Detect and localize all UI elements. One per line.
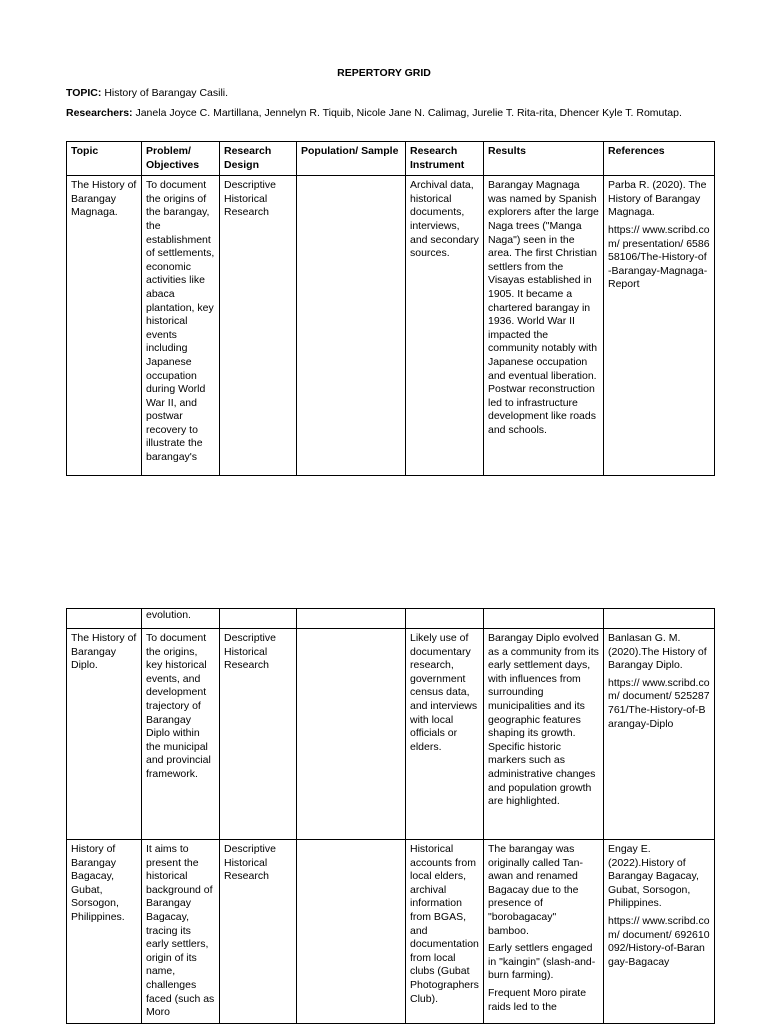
header-design: Research Design [220,142,297,176]
cell-objectives: It aims to present the historical background of Barangay Bagacay, tracing its early settlers, origin of its name, challenges faced (such as Moro [142,840,220,1024]
cell-topic: The History of Barangay Diplo. [67,629,142,840]
topic-line [66,87,228,99]
header-results: Results [484,142,604,176]
reference-url: https:// www.scribd.com/ presentation/ 658658106/The-History-of-Barangay-Magnaga-Report [608,223,710,291]
cell-instrument: Historical accounts from local elders, archival information from BGAS, and documentation from local clubs (Gubat Photographers Club). [406,840,484,1024]
repertory-grid-table [66,141,715,476]
header-references: References [604,142,715,176]
header-population: Population/ Sample [297,142,406,176]
reference-url: https:// www.scribd.com/ document/ 525287761/The-History-of-Barangay-Diplo [608,676,710,730]
table-row [67,840,715,1024]
header-topic: Topic [67,142,142,176]
results-paragraph: Barangay Diplo evolved as a community from its early settlement days, with influences from surrounding municipalities and its geographic features shaping its growth. Specific historic markers such as administrative changes and population growth are highlighted. [488,632,599,808]
cell-results [484,629,604,840]
cell-topic: The History of Barangay Magnaga. [67,176,142,476]
cell-references [604,176,715,476]
continuation-row [67,609,715,629]
reference-citation: Banlasan G. M. (2020).The History of Barangay Diplo. [608,632,707,672]
table-row [67,176,715,476]
results-paragraph: The barangay was originally called Tan-awan and renamed Bagacay due to the presence of "borobagacay" bamboo. [488,843,583,937]
page-title: REPERTORY GRID [337,67,431,79]
researchers-line [66,107,706,120]
cell-objectives: To document the origins, key historical events, and development trajectory of Barangay Diplo within the municipal and provincial framework. [142,629,220,840]
results-paragraph: Barangay Magnaga was named by Spanish explorers after the large Naga trees ("Manga Naga") seen in the area. The first Christian settlers from the Visayas established in 1905. It became a chartered barangay in 1936. World War II impacted the community notably with Japanese occupation and eventual liberation. Postwar reconstruction led to infrastructure development like roads and schools. [488,179,599,436]
cell-design: Descriptive Historical Research [220,629,297,840]
results-paragraph: Frequent Moro pirate raids led to the [488,986,587,1013]
cell-results [484,176,604,476]
table-header-row [67,142,715,176]
reference-url: https:// www.scribd.com/ document/ 692610092/History-of-Barangay-Bagacay [608,914,710,968]
cell-objectives: To document the origins of the barangay, the establishment of settlements, economic activities like abaca plantation, key historical events including Japanese occupation during World War II, and postwar recovery to illustrate the barangay's [142,176,220,476]
cell-design: Descriptive Historical Research [220,840,297,1024]
cell-references [604,629,715,840]
reference-citation: Parba R. (2020). The History of Barangay Magnaga. [608,179,707,219]
cell-instrument: Archival data, historical documents, interviews, and secondary sources. [406,176,484,476]
researchers-label: Researchers: [66,107,133,119]
cell-population [297,840,406,1024]
cell-design: Descriptive Historical Research [220,176,297,476]
cell-references [604,840,715,1024]
cell-population [297,629,406,840]
topic-value: History of Barangay Casili. [101,87,229,99]
cell-results [484,840,604,1024]
cell-population [297,176,406,476]
topic-label: TOPIC: [66,87,102,99]
repertory-grid-table-continued [66,608,715,1024]
results-paragraph: Early settlers engaged in "kaingin" (slash-and-burn farming). [488,942,596,982]
table-row [67,629,715,840]
researchers-value: Janela Joyce C. Martillana, Jennelyn R. Tiquib, Nicole Jane N. Calimag, Jurelie T. Rita-rita, Dhencer Kyle T. Romutap. [132,107,682,119]
header-instrument: Research Instrument [406,142,484,176]
cell-objectives-continued: evolution. [142,609,220,629]
header-objectives: Problem/ Objectives [142,142,220,176]
cell-topic: History of Barangay Bagacay, Gubat, Sorsogon, Philippines. [67,840,142,1024]
reference-citation: Engay E. (2022).History of Barangay Bagacay, Gubat, Sorsogon, Philippines. [608,843,699,910]
cell-instrument: Likely use of documentary research, government census data, and interviews with local officials or elders. [406,629,484,840]
